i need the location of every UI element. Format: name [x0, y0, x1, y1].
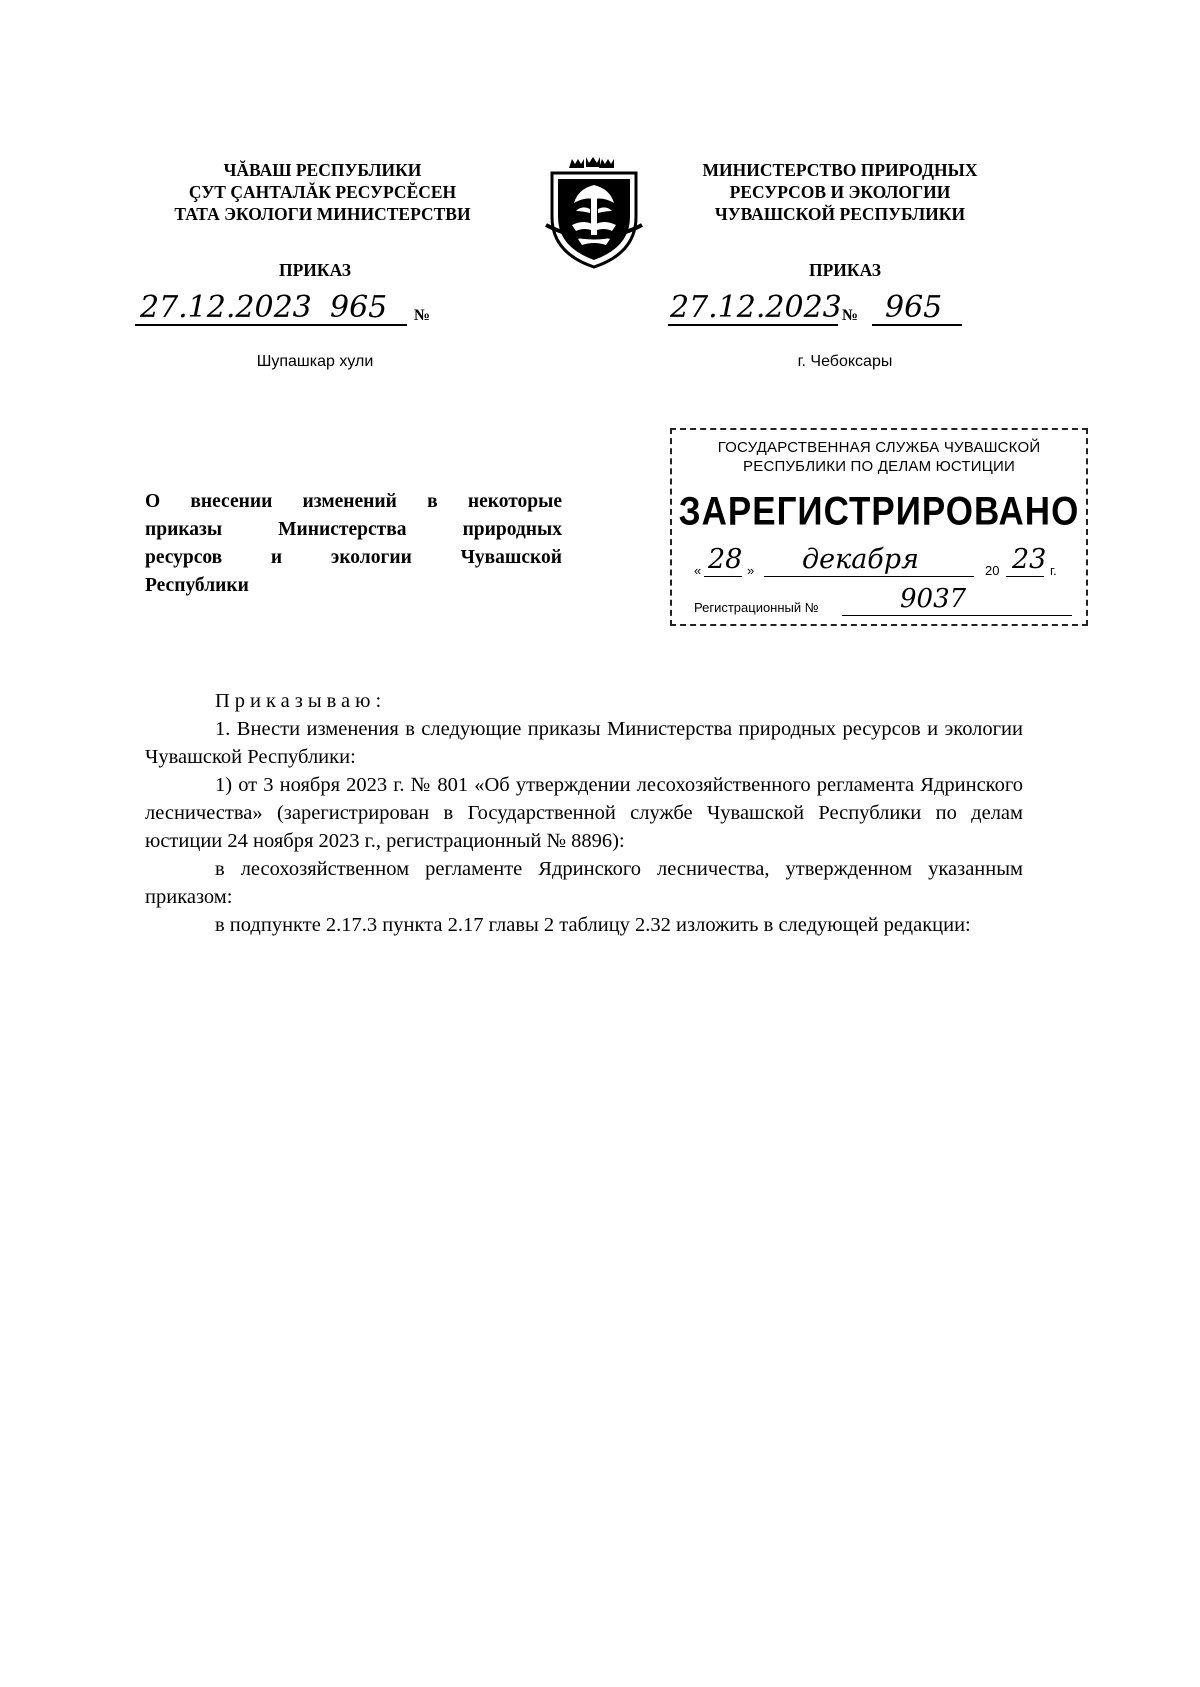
header-left-line3: ТАТА ЭКОЛОГИ МИНИСТЕРСТВИ [174, 204, 471, 224]
subject-line1: О внесении изменений в некоторые [145, 491, 562, 512]
order-date-underline-right [668, 324, 838, 326]
body-paragraph-1: 1. Внести изменения в следующие приказы Министерства природных ресурсов и экологии Чувашской Республики: [145, 718, 1023, 768]
order-date-left: 27.12.2023 [140, 290, 312, 325]
stamp-year-unit: г. [1050, 563, 1057, 578]
stamp-status: ЗАРЕГИСТРИРОВАНО [678, 489, 1080, 534]
order-title-right: ПРИКАЗ [808, 260, 882, 280]
order-date-right: 27.12.2023 [670, 290, 842, 325]
stamp-reg-number: 9037 [900, 584, 967, 614]
stamp-day: 28 [708, 544, 743, 575]
stamp-org-line2: РЕСПУБЛИКИ ПО ДЕЛАМ ЮСТИЦИИ [743, 458, 1015, 475]
header-right-line2: РЕСУРСОВ И ЭКОЛОГИИ [729, 182, 951, 202]
city-left: Шупашкар хули [256, 353, 374, 370]
city-right: г. Чебоксары [797, 353, 893, 370]
order-title-left: ПРИКАЗ [278, 260, 352, 280]
stamp-day-underline [704, 576, 742, 577]
subject [145, 488, 562, 600]
stamp-org [672, 438, 1086, 476]
subject-line2: приказы Министерства природных [145, 519, 562, 540]
header-left-line2: ÇУТ ÇАНТАЛĂК РЕСУРСĔСЕН [188, 182, 457, 202]
registration-stamp [670, 428, 1088, 626]
stamp-reg-underline [842, 615, 1072, 616]
stamp-year-suffix: 23 [1012, 544, 1047, 575]
number-sign-left: № [414, 307, 431, 324]
order-number-right: 965 [885, 290, 943, 325]
header-right-line3: ЧУВАШСКОЙ РЕСПУБЛИКИ [714, 204, 966, 224]
stamp-month-underline [764, 576, 974, 577]
stamp-quote-close: » [747, 563, 755, 578]
subject-line3: ресурсов и экологии Чувашской [145, 547, 562, 568]
header-right [675, 159, 1005, 225]
stamp-year-prefix: 20 [985, 563, 1000, 578]
body-paragraph-2: 1) от 3 ноября 2023 г. № 801 «Об утверждении лесохозяйственного регламента Ядринского лесничества» (зарегистрирован в Государственной службе Чувашской Республики по делам юстиции 24 ноября 2023 г., регистрационный № 8896): [145, 774, 1023, 852]
stamp-quote-open: « [694, 563, 702, 578]
order-date-underline-left [135, 324, 407, 326]
stamp-year-underline [1006, 576, 1044, 577]
subject-line4: Республики [145, 575, 249, 596]
number-sign-right: № [842, 307, 859, 324]
header-right-line1: МИНИСТЕРСТВО ПРИРОДНЫХ [702, 160, 978, 180]
body-command: Приказываю: [215, 690, 387, 712]
header-left [135, 159, 510, 225]
order-number-underline-right [872, 324, 962, 326]
header-left-line1: ЧĂВАШ РЕСПУБЛИКИ [223, 160, 422, 180]
stamp-reg-label: Регистрационный № [694, 600, 819, 615]
stamp-org-line1: ГОСУДАРСТВЕННАЯ СЛУЖБА ЧУВАШСКОЙ [717, 439, 1041, 456]
body-text [145, 687, 1023, 939]
body-paragraph-4: в подпункте 2.17.3 пункта 2.17 главы 2 таблицу 2.32 изложить в следующей редакции: [215, 914, 971, 936]
body-paragraph-3: в лесохозяйственном регламенте Ядринского лесничества, утвержденном указанным приказом: [145, 858, 1023, 908]
stamp-month: декабря [802, 544, 919, 575]
order-number-left: 965 [330, 290, 388, 325]
chuvash-coat-of-arms-icon [538, 155, 650, 270]
